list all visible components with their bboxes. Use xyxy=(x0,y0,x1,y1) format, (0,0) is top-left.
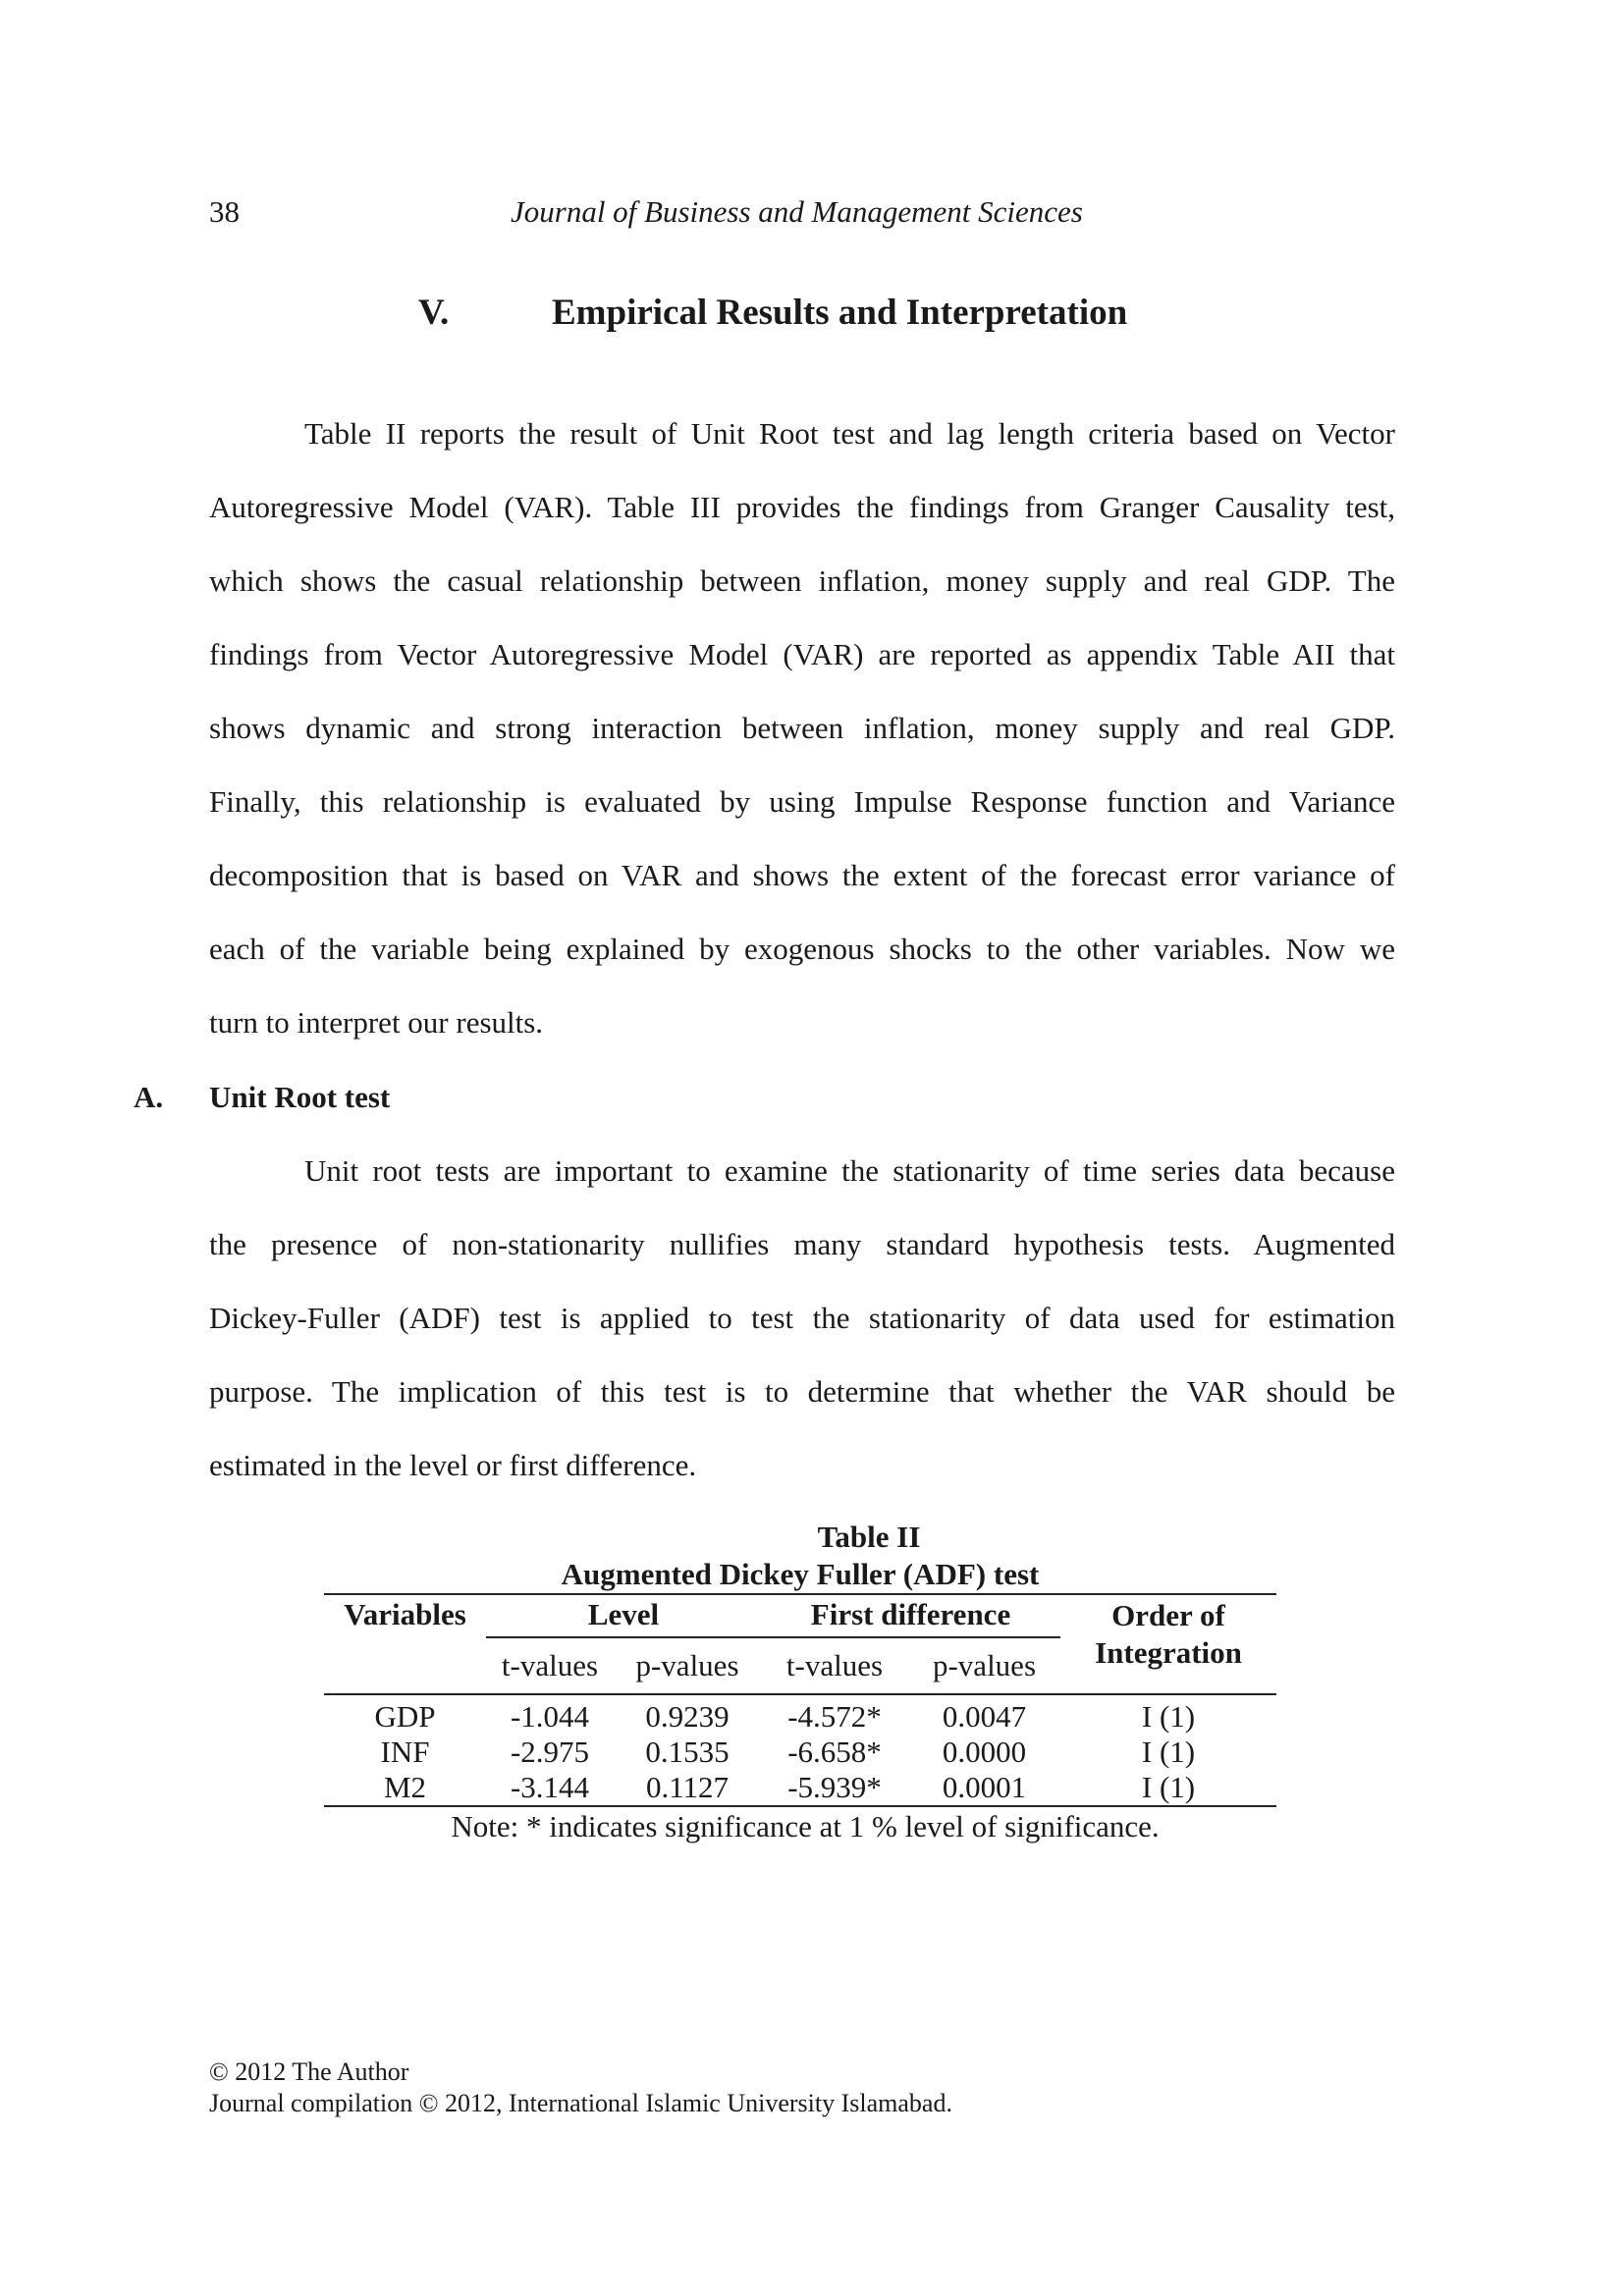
paragraph-line: the presence of non-stationarity nullifies many standard hypothesis tests. Augmented xyxy=(209,1227,1395,1261)
table-title: Table II xyxy=(817,1520,921,1554)
paragraph-line: which shows the casual relationship between inflation, money supply and real GDP. The xyxy=(209,563,1395,598)
section-number: V. xyxy=(418,293,450,333)
cell-order: I (1) xyxy=(1060,1770,1276,1806)
cell-variable: M2 xyxy=(324,1770,486,1806)
table-row xyxy=(324,1694,1276,1735)
paragraph-line: Finally, this relationship is evaluated by using Impulse Response function and Variance xyxy=(209,784,1395,819)
paragraph-line: Dickey-Fuller (ADF) test is applied to test the stationarity of data used for estimation xyxy=(209,1301,1395,1335)
section-heading xyxy=(418,292,1127,334)
cell-level-p: 0.1535 xyxy=(645,1735,730,1769)
subheader-diff-t: t-values xyxy=(785,1648,884,1682)
paragraph-line: shows dynamic and strong interaction between inflation, money supply and real GDP. xyxy=(209,711,1395,745)
cell-diff-t: -6.658* xyxy=(787,1735,882,1769)
cell-order: I (1) xyxy=(1141,1735,1196,1769)
section-title: Empirical Results and Interpretation xyxy=(552,293,1128,333)
paragraph-line: purpose. The implication of this test is to determine that whether the VAR should be xyxy=(209,1374,1395,1409)
paragraph-line: Unit root tests are important to examine the stationarity of time series data because xyxy=(304,1153,1395,1188)
footer-compilation: Journal compilation © 2012, International Islamic University Islamabad. xyxy=(209,2089,952,2117)
header-order-line2: Integration xyxy=(1095,1635,1242,1670)
paragraph-line: turn to interpret our results. xyxy=(209,1005,544,1040)
running-header-journal: Journal of Business and Management Sciences xyxy=(511,194,1083,229)
footer-copyright: © 2012 The Author xyxy=(209,2057,409,2086)
subsection-title: Unit Root test xyxy=(209,1080,391,1114)
header-order-of-integration xyxy=(1060,1594,1276,1694)
cell-variable: INF xyxy=(380,1735,430,1769)
subsection-letter: A. xyxy=(134,1080,164,1114)
adf-table xyxy=(324,1593,1276,1807)
cell-variable: GDP xyxy=(324,1694,486,1735)
cell-diff-p: 0.0047 xyxy=(908,1694,1060,1735)
page-number: 38 xyxy=(209,194,240,229)
paragraph-line: each of the variable being explained by exogenous shocks to the other variables. Now we xyxy=(209,932,1395,966)
paragraph-line: Autoregressive Model (VAR). Table III provides the findings from Granger Causality test, xyxy=(209,490,1395,524)
paragraph-unit-root xyxy=(209,1151,1395,1520)
cell-diff-t: -5.939* xyxy=(761,1770,908,1806)
cell-level-p: 0.9239 xyxy=(614,1694,761,1735)
subheader-level-p: p-values xyxy=(635,1648,739,1682)
cell-diff-p: 0.0001 xyxy=(908,1770,1060,1806)
table-header-row xyxy=(324,1594,1276,1637)
cell-level-t: -3.144 xyxy=(486,1770,614,1806)
header-level: Level xyxy=(486,1594,761,1637)
cell-level-t: -1.044 xyxy=(486,1694,614,1735)
cell-diff-t: -4.572* xyxy=(761,1694,908,1735)
paragraph-line: findings from Vector Autoregressive Model (VAR) are reported as appendix Table AII that xyxy=(209,637,1395,671)
header-first-difference: First difference xyxy=(761,1594,1060,1637)
header-variables: Variables xyxy=(344,1597,466,1631)
paragraph-line: decomposition that is based on VAR and shows the extent of the forecast error variance of xyxy=(209,858,1395,892)
cell-diff-p: 0.0000 xyxy=(942,1735,1027,1769)
adf-table-block xyxy=(324,1519,1276,1846)
subheader-level-t: t-values xyxy=(501,1648,599,1682)
paragraph-line: Table II reports the result of Unit Root test and lag length criteria based on Vector xyxy=(304,416,1395,451)
paragraph-intro xyxy=(209,414,1395,1077)
page-footer xyxy=(209,2056,952,2119)
cell-level-p: 0.1127 xyxy=(614,1770,761,1806)
cell-order: I (1) xyxy=(1060,1694,1276,1735)
table-row xyxy=(324,1735,1276,1770)
table-subtitle: Augmented Dickey Fuller (ADF) test xyxy=(561,1557,1040,1591)
cell-level-t: -2.975 xyxy=(510,1735,590,1769)
table-note: Note: * indicates significance at 1 % level of significance. xyxy=(451,1809,1160,1843)
paragraph-line: estimated in the level or first difference. xyxy=(209,1448,697,1482)
header-order-line1: Order of xyxy=(1111,1598,1225,1632)
subheader-diff-p: p-values xyxy=(932,1648,1037,1682)
table-row xyxy=(324,1770,1276,1806)
